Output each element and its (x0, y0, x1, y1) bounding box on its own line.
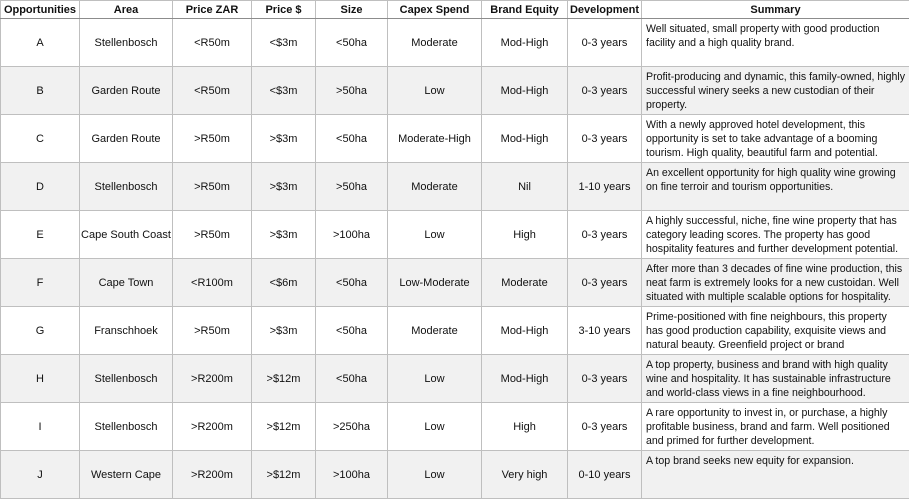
cell-brand-equity: Moderate (482, 259, 568, 307)
cell-area: Cape Town (80, 259, 173, 307)
cell-development: 0-10 years (568, 451, 642, 499)
cell-opportunity: I (1, 403, 80, 451)
cell-capex-spend: Low (388, 67, 482, 115)
cell-capex-spend: Moderate-High (388, 115, 482, 163)
cell-price-usd: <$3m (252, 67, 316, 115)
cell-development: 0-3 years (568, 259, 642, 307)
cell-area: Western Cape (80, 451, 173, 499)
cell-capex-spend: Moderate (388, 307, 482, 355)
table-row (1, 67, 909, 115)
header-area: Area (80, 1, 173, 19)
cell-development: 0-3 years (568, 211, 642, 259)
cell-development: 0-3 years (568, 115, 642, 163)
cell-opportunity: A (1, 19, 80, 67)
cell-summary: A rare opportunity to invest in, or purchase, a highly profitable business, brand and farm. Well positioned and primed for further development. (642, 403, 909, 451)
cell-price-usd: >$3m (252, 211, 316, 259)
cell-size: >50ha (316, 163, 388, 211)
cell-price-usd: >$12m (252, 355, 316, 403)
cell-development: 0-3 years (568, 67, 642, 115)
cell-size: <50ha (316, 355, 388, 403)
cell-area: Stellenbosch (80, 355, 173, 403)
header-capex-spend: Capex Spend (388, 1, 482, 19)
cell-opportunity: B (1, 67, 80, 115)
cell-price-usd: >$3m (252, 307, 316, 355)
cell-area: Garden Route (80, 115, 173, 163)
cell-area: Franschhoek (80, 307, 173, 355)
table-row (1, 163, 909, 211)
cell-opportunity: H (1, 355, 80, 403)
cell-price-zar: >R50m (173, 163, 252, 211)
cell-development: 3-10 years (568, 307, 642, 355)
table-row (1, 211, 909, 259)
cell-development: 0-3 years (568, 19, 642, 67)
cell-summary: An excellent opportunity for high quality wine growing on fine terroir and tourism opportunities. (642, 163, 909, 211)
cell-brand-equity: Mod-High (482, 19, 568, 67)
cell-capex-spend: Low (388, 355, 482, 403)
cell-area: Garden Route (80, 67, 173, 115)
cell-capex-spend: Low (388, 403, 482, 451)
header-row (1, 1, 909, 19)
cell-opportunity: C (1, 115, 80, 163)
cell-area: Stellenbosch (80, 403, 173, 451)
cell-brand-equity: Mod-High (482, 115, 568, 163)
cell-summary: After more than 3 decades of fine wine production, this neat farm is extremely looks for a new custoidan. Well situated with multiple scalable options for hospitality. (642, 259, 909, 307)
cell-opportunity: E (1, 211, 80, 259)
cell-size: <50ha (316, 115, 388, 163)
cell-price-usd: <$3m (252, 19, 316, 67)
cell-capex-spend: Low-Moderate (388, 259, 482, 307)
cell-size: <50ha (316, 307, 388, 355)
table-row (1, 115, 909, 163)
cell-size: <50ha (316, 259, 388, 307)
cell-area: Cape South Coast (80, 211, 173, 259)
table-row (1, 451, 909, 499)
table-row (1, 19, 909, 67)
cell-price-zar: >R50m (173, 307, 252, 355)
header-size: Size (316, 1, 388, 19)
table-row (1, 355, 909, 403)
cell-brand-equity: Mod-High (482, 307, 568, 355)
header-price-zar: Price ZAR (173, 1, 252, 19)
table-row (1, 259, 909, 307)
cell-summary: Well situated, small property with good production facility and a high quality brand. (642, 19, 909, 67)
cell-price-usd: >$3m (252, 163, 316, 211)
cell-summary: Prime-positioned with fine neighbours, this property has good production capability, exquisite views and natural beauty. Greenfield project or brand (642, 307, 909, 355)
cell-brand-equity: Nil (482, 163, 568, 211)
cell-area: Stellenbosch (80, 163, 173, 211)
header-summary: Summary (642, 1, 909, 19)
cell-brand-equity: High (482, 403, 568, 451)
cell-price-zar: >R200m (173, 403, 252, 451)
cell-summary: A top brand seeks new equity for expansion. (642, 451, 909, 499)
cell-area: Stellenbosch (80, 19, 173, 67)
cell-price-zar: <R100m (173, 259, 252, 307)
cell-price-zar: <R50m (173, 67, 252, 115)
cell-size: >250ha (316, 403, 388, 451)
cell-price-zar: >R50m (173, 211, 252, 259)
cell-development: 0-3 years (568, 403, 642, 451)
cell-opportunity: F (1, 259, 80, 307)
cell-price-zar: >R200m (173, 451, 252, 499)
cell-summary: A top property, business and brand with high quality wine and hospitality. It has sustainable infrastructure and world-class views in a fine neighbourhood. (642, 355, 909, 403)
cell-opportunity: D (1, 163, 80, 211)
cell-price-zar: >R200m (173, 355, 252, 403)
cell-price-usd: <$6m (252, 259, 316, 307)
cell-brand-equity: Mod-High (482, 355, 568, 403)
header-opportunities: Opportunities (1, 1, 80, 19)
cell-brand-equity: High (482, 211, 568, 259)
cell-summary: With a newly approved hotel development, this opportunity is set to take advantage of a booming tourism. High quality, beautiful farm and potential. (642, 115, 909, 163)
cell-size: >100ha (316, 211, 388, 259)
cell-size: >50ha (316, 67, 388, 115)
cell-capex-spend: Low (388, 451, 482, 499)
cell-capex-spend: Moderate (388, 19, 482, 67)
table-row (1, 403, 909, 451)
cell-price-zar: >R50m (173, 115, 252, 163)
cell-capex-spend: Low (388, 211, 482, 259)
cell-development: 1-10 years (568, 163, 642, 211)
header-brand-equity: Brand Equity (482, 1, 568, 19)
cell-price-usd: >$12m (252, 451, 316, 499)
cell-summary: Profit-producing and dynamic, this family-owned, highly successful winery seeks a new custodian of their property. (642, 67, 909, 115)
cell-summary: A highly successful, niche, fine wine property that has category leading scores. The property has good hospitality features and further development potential. (642, 211, 909, 259)
cell-development: 0-3 years (568, 355, 642, 403)
cell-price-zar: <R50m (173, 19, 252, 67)
header-development: Development (568, 1, 642, 19)
table-row (1, 307, 909, 355)
cell-price-usd: >$3m (252, 115, 316, 163)
cell-price-usd: >$12m (252, 403, 316, 451)
cell-capex-spend: Moderate (388, 163, 482, 211)
cell-size: >100ha (316, 451, 388, 499)
cell-size: <50ha (316, 19, 388, 67)
header-price-usd: Price $ (252, 1, 316, 19)
cell-opportunity: G (1, 307, 80, 355)
cell-brand-equity: Very high (482, 451, 568, 499)
cell-brand-equity: Mod-High (482, 67, 568, 115)
cell-opportunity: J (1, 451, 80, 499)
